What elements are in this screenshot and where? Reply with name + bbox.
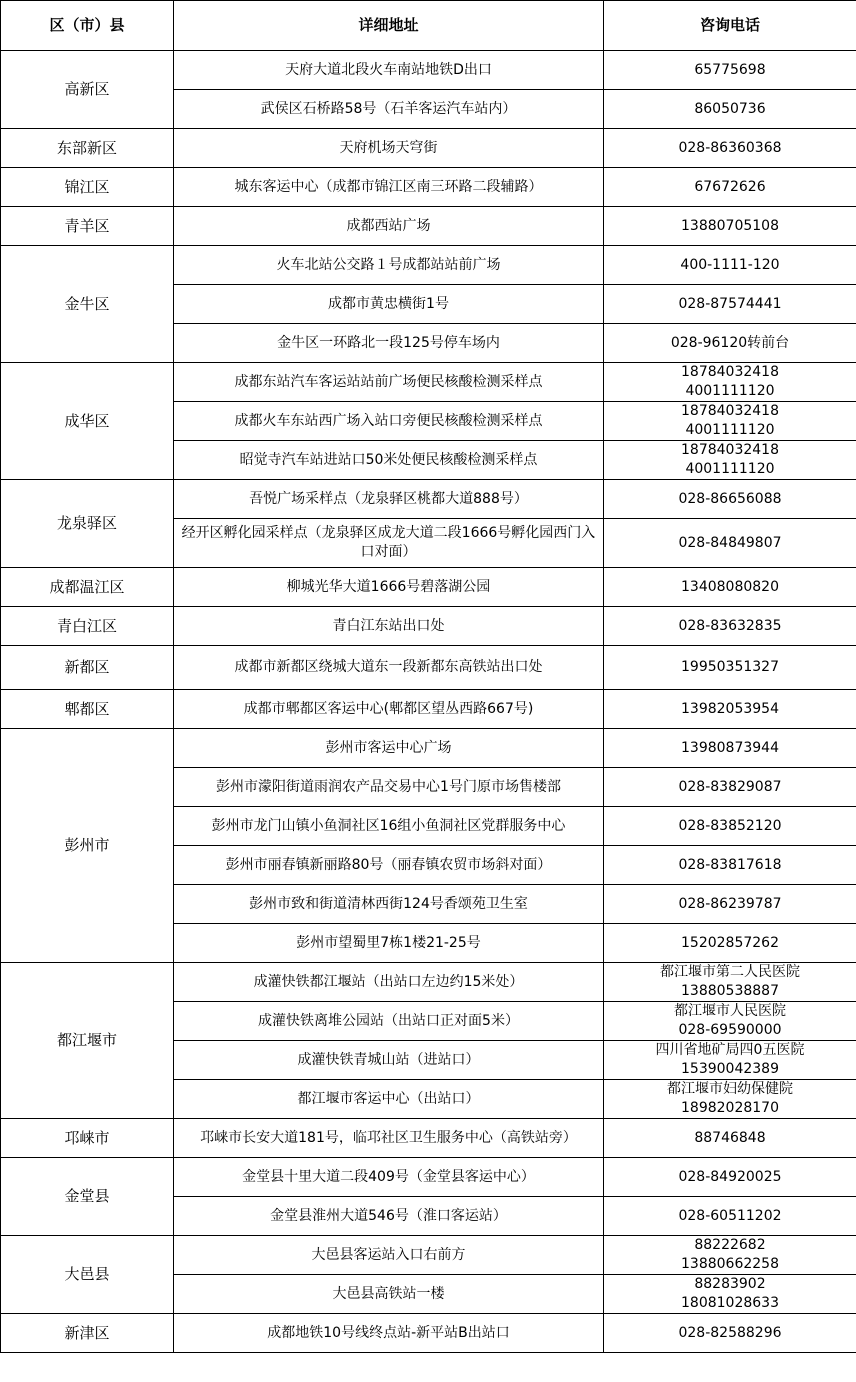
phone-cell bbox=[604, 1275, 856, 1314]
phone-line: 028-96120转前台 bbox=[670, 334, 790, 351]
phone-line: 88283902 bbox=[694, 1276, 766, 1292]
district-cell: 新都区 bbox=[1, 646, 174, 690]
address-cell: 彭州市丽春镇新丽路80号（丽春镇农贸市场斜对面） bbox=[174, 846, 604, 885]
district-cell: 高新区 bbox=[1, 51, 174, 129]
phone-line: 4001111120 bbox=[685, 383, 775, 399]
address-cell: 彭州市濛阳街道雨润农产品交易中心1号门原市场售楼部 bbox=[174, 768, 604, 807]
address-cell: 彭州市望蜀里7栋1楼21-25号 bbox=[174, 924, 604, 963]
phone-cell bbox=[604, 129, 856, 168]
phone-line: 028-86656088 bbox=[678, 490, 782, 507]
address-cell: 成都市黄忠横街1号 bbox=[174, 285, 604, 324]
phone-line: 4001111120 bbox=[685, 422, 775, 438]
district-cell: 成华区 bbox=[1, 363, 174, 480]
phone-line: 15390042389 bbox=[681, 1061, 779, 1077]
phone-cell bbox=[604, 1080, 856, 1119]
address-cell: 成都东站汽车客运站站前广场便民核酸检测采样点 bbox=[174, 363, 604, 402]
address-cell: 大邑县高铁站一楼 bbox=[174, 1275, 604, 1314]
phone-cell bbox=[604, 324, 856, 363]
phone-line: 028-86239787 bbox=[678, 895, 782, 912]
phone-line: 15202857262 bbox=[681, 934, 779, 951]
phone-cell bbox=[604, 607, 856, 646]
phone-cell bbox=[604, 568, 856, 607]
phone-cell bbox=[604, 1158, 856, 1197]
district-cell: 青羊区 bbox=[1, 207, 174, 246]
table-row bbox=[1, 168, 856, 207]
address-cell: 都江堰市客运中心（出站口） bbox=[174, 1080, 604, 1119]
phone-line: 67672626 bbox=[694, 178, 766, 195]
table-row bbox=[1, 690, 856, 729]
phone-line: 028-60511202 bbox=[678, 1207, 782, 1224]
district-cell: 大邑县 bbox=[1, 1236, 174, 1314]
phone-line: 13408080820 bbox=[681, 578, 779, 595]
phone-cell bbox=[604, 51, 856, 90]
phone-line: 18784032418 bbox=[681, 442, 779, 458]
address-cell: 柳城光华大道1666号碧落湖公园 bbox=[174, 568, 604, 607]
table-row bbox=[1, 568, 856, 607]
phone-line: 都江堰市第二人民医院 bbox=[660, 964, 800, 980]
table-row bbox=[1, 607, 856, 646]
district-cell: 彭州市 bbox=[1, 729, 174, 963]
address-cell: 成灌快铁离堆公园站（出站口正对面5米） bbox=[174, 1002, 604, 1041]
district-cell: 邛崃市 bbox=[1, 1119, 174, 1158]
phone-line: 19950351327 bbox=[681, 659, 779, 675]
district-cell: 龙泉驿区 bbox=[1, 480, 174, 568]
address-cell: 邛崃市长安大道181号，临邛社区卫生服务中心（高铁站旁） bbox=[174, 1119, 604, 1158]
district-cell: 金牛区 bbox=[1, 246, 174, 363]
phone-cell bbox=[604, 1119, 856, 1158]
phone-line: 028-84920025 bbox=[678, 1168, 782, 1185]
table-row bbox=[1, 1119, 856, 1158]
district-cell: 金堂县 bbox=[1, 1158, 174, 1236]
phone-line: 18081028633 bbox=[681, 1295, 779, 1311]
phone-line: 028-69590000 bbox=[678, 1022, 782, 1038]
address-cell: 成都地铁10号线终点站-新平站B出站口 bbox=[174, 1314, 604, 1353]
phone-line: 18784032418 bbox=[681, 364, 779, 380]
phone-cell bbox=[604, 1041, 856, 1080]
phone-line: 028-83632835 bbox=[678, 617, 782, 634]
phone-cell bbox=[604, 646, 856, 690]
phone-cell bbox=[604, 1197, 856, 1236]
district-cell: 郫都区 bbox=[1, 690, 174, 729]
address-cell: 彭州市客运中心广场 bbox=[174, 729, 604, 768]
phone-line: 028-83829087 bbox=[678, 778, 782, 795]
header-address: 详细地址 bbox=[174, 1, 604, 51]
phone-cell bbox=[604, 807, 856, 846]
phone-line: 13880538887 bbox=[681, 983, 779, 999]
district-cell: 东部新区 bbox=[1, 129, 174, 168]
phone-cell bbox=[604, 963, 856, 1002]
phone-line: 13880705108 bbox=[681, 217, 779, 234]
phone-line: 都江堰市妇幼保健院 bbox=[667, 1081, 793, 1097]
phone-line: 028-83852120 bbox=[678, 817, 782, 834]
table-row bbox=[1, 207, 856, 246]
address-cell: 成都市新都区绕城大道东一段新都东高铁站出口处 bbox=[174, 646, 604, 690]
address-cell: 武侯区石桥路58号（石羊客运汽车站内） bbox=[174, 90, 604, 129]
phone-line: 400-1111-120 bbox=[680, 256, 780, 273]
phone-cell bbox=[604, 168, 856, 207]
address-cell: 天府大道北段火车南站地铁D出口 bbox=[174, 51, 604, 90]
phone-line: 88222682 bbox=[694, 1237, 766, 1253]
phone-line: 13982053954 bbox=[681, 700, 779, 717]
phone-cell bbox=[604, 1314, 856, 1353]
district-cell: 都江堰市 bbox=[1, 963, 174, 1119]
phone-cell bbox=[604, 1236, 856, 1275]
phone-cell bbox=[604, 1002, 856, 1041]
header-row bbox=[1, 1, 856, 51]
district-cell: 成都温江区 bbox=[1, 568, 174, 607]
address-cell: 成都火车东站西广场入站口旁便民核酸检测采样点 bbox=[174, 402, 604, 441]
address-cell: 成都西站广场 bbox=[174, 207, 604, 246]
phone-line: 13880662258 bbox=[681, 1256, 779, 1272]
address-cell: 金牛区一环路北一段125号停车场内 bbox=[174, 324, 604, 363]
phone-cell bbox=[604, 480, 856, 519]
address-cell: 大邑县客运站入口右前方 bbox=[174, 1236, 604, 1275]
district-cell: 青白江区 bbox=[1, 607, 174, 646]
table-row bbox=[1, 246, 856, 285]
address-cell: 城东客运中心（成都市锦江区南三环路二段辅路） bbox=[174, 168, 604, 207]
phone-cell bbox=[604, 768, 856, 807]
address-cell: 吾悦广场采样点（龙泉驿区桃都大道888号） bbox=[174, 480, 604, 519]
phone-cell bbox=[604, 246, 856, 285]
phone-line: 都江堰市人民医院 bbox=[674, 1003, 786, 1019]
table-row bbox=[1, 363, 856, 402]
phone-cell bbox=[604, 363, 856, 402]
table-row bbox=[1, 1236, 856, 1275]
district-cell: 新津区 bbox=[1, 1314, 174, 1353]
phone-line: 4001111120 bbox=[685, 461, 775, 477]
header-district: 区（市）县 bbox=[1, 1, 174, 51]
phone-line: 65775698 bbox=[694, 61, 766, 78]
table-row bbox=[1, 51, 856, 90]
table-row bbox=[1, 729, 856, 768]
phone-line: 四川省地矿局四0五医院 bbox=[655, 1042, 805, 1058]
address-cell: 经开区孵化园采样点（龙泉驿区成龙大道二段1666号孵化园西门入口对面） bbox=[174, 519, 604, 568]
table-body bbox=[1, 51, 856, 1353]
address-cell: 彭州市致和街道清林西街124号香颂苑卫生室 bbox=[174, 885, 604, 924]
address-cell: 青白江东站出口处 bbox=[174, 607, 604, 646]
header-phone: 咨询电话 bbox=[604, 1, 856, 51]
table-row bbox=[1, 480, 856, 519]
phone-line: 028-86360368 bbox=[678, 139, 782, 156]
phone-cell bbox=[604, 207, 856, 246]
table-row bbox=[1, 1158, 856, 1197]
phone-cell bbox=[604, 90, 856, 129]
phone-cell bbox=[604, 924, 856, 963]
phone-cell bbox=[604, 285, 856, 324]
table-row bbox=[1, 1314, 856, 1353]
phone-line: 88746848 bbox=[694, 1129, 766, 1146]
phone-line: 86050736 bbox=[694, 100, 766, 117]
phone-line: 18784032418 bbox=[681, 403, 779, 419]
phone-line: 13980873944 bbox=[681, 739, 779, 756]
address-cell: 成灌快铁都江堰站（出站口左边约15米处） bbox=[174, 963, 604, 1002]
address-cell: 天府机场天穹街 bbox=[174, 129, 604, 168]
table-row bbox=[1, 963, 856, 1002]
address-cell: 火车北站公交路１号成都站站前广场 bbox=[174, 246, 604, 285]
phone-cell bbox=[604, 729, 856, 768]
table-row bbox=[1, 129, 856, 168]
phone-cell bbox=[604, 690, 856, 729]
phone-cell bbox=[604, 846, 856, 885]
phone-cell bbox=[604, 885, 856, 924]
address-cell: 成都市郫都区客运中心(郫都区望丛西路667号) bbox=[174, 690, 604, 729]
table-row bbox=[1, 646, 856, 690]
phone-cell bbox=[604, 441, 856, 480]
phone-line: 18982028170 bbox=[681, 1100, 779, 1116]
phone-line: 028-84849807 bbox=[678, 534, 782, 551]
address-cell: 昭觉寺汽车站进站口50米处便民核酸检测采样点 bbox=[174, 441, 604, 480]
phone-line: 028-83817618 bbox=[678, 856, 782, 873]
phone-cell bbox=[604, 402, 856, 441]
district-cell: 锦江区 bbox=[1, 168, 174, 207]
address-cell: 金堂县淮州大道546号（淮口客运站） bbox=[174, 1197, 604, 1236]
address-cell: 彭州市龙门山镇小鱼洞社区16组小鱼洞社区党群服务中心 bbox=[174, 807, 604, 846]
phone-line: 028-82588296 bbox=[678, 1324, 782, 1341]
address-cell: 成灌快铁青城山站（进站口） bbox=[174, 1041, 604, 1080]
address-cell: 金堂县十里大道二段409号（金堂县客运中心） bbox=[174, 1158, 604, 1197]
phone-cell bbox=[604, 519, 856, 568]
phone-line: 028-87574441 bbox=[678, 295, 782, 312]
